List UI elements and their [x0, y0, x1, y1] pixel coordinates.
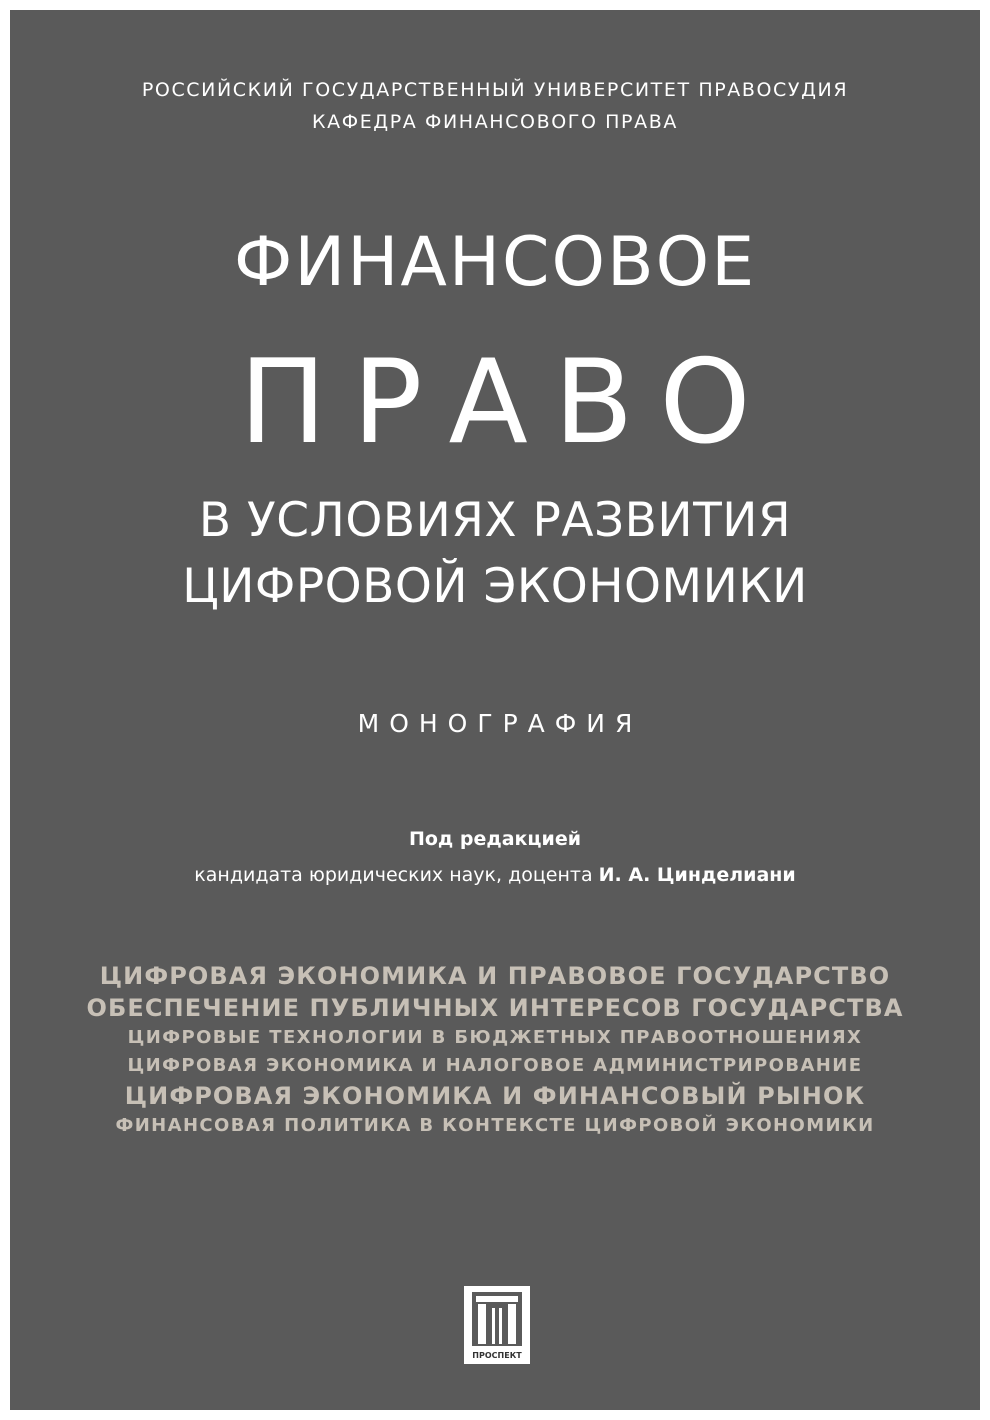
topic-item: ЦИФРОВЫЕ ТЕХНОЛОГИИ В БЮДЖЕТНЫХ ПРАВООТНОШЕНИЯХ	[127, 1027, 863, 1048]
title-line-1: ФИНАНСОВОЕ	[233, 223, 757, 302]
editor-line	[10, 860, 980, 890]
genre-label: МОНОГРАФИЯ	[357, 709, 643, 738]
publisher-name: ПРОСПЕКТ	[472, 1351, 522, 1360]
department-name: КАФЕДРА ФИНАНСОВОГО ПРАВА	[312, 111, 678, 133]
editor-credentials: кандидата юридических наук, доцента	[194, 864, 593, 886]
title-line-2: ПРАВО	[239, 335, 777, 470]
topic-item: ФИНАНСОВАЯ ПОЛИТИКА В КОНТЕКСТЕ ЦИФРОВОЙ ЭКОНОМИКИ	[115, 1115, 875, 1136]
university-header	[10, 74, 980, 138]
subtitle-line-2: ЦИФРОВОЙ ЭКОНОМИКИ	[182, 559, 808, 614]
university-name: РОССИЙСКИЙ ГОСУДАРСТВЕННЫЙ УНИВЕРСИТЕТ ПРАВОСУДИЯ	[141, 79, 849, 101]
topic-item: ЦИФРОВАЯ ЭКОНОМИКА И НАЛОГОВОЕ АДМИНИСТРИРОВАНИЕ	[127, 1055, 863, 1076]
prospekt-logo-icon	[464, 1286, 530, 1364]
editor-name: И. А. Цинделиани	[598, 864, 796, 886]
subtitle-line-1: В УСЛОВИЯХ РАЗВИТИЯ	[198, 493, 792, 548]
subtitle	[10, 488, 980, 620]
topic-item: ОБЕСПЕЧЕНИЕ ПУБЛИЧНЫХ ИНТЕРЕСОВ ГОСУДАРСТВА	[86, 994, 904, 1022]
book-cover	[10, 10, 980, 1410]
editor-label: Под редакцией	[408, 828, 582, 850]
topics-list	[10, 960, 980, 1140]
topic-item: ЦИФРОВАЯ ЭКОНОМИКА И ФИНАНСОВЫЙ РЫНОК	[124, 1082, 866, 1110]
topic-item: ЦИФРОВАЯ ЭКОНОМИКА И ПРАВОВОЕ ГОСУДАРСТВО	[99, 962, 891, 990]
